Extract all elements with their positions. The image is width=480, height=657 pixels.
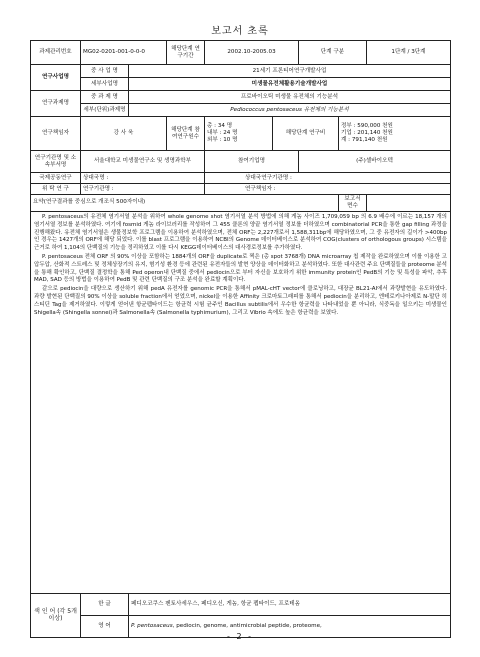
staff-label: 해당단계 참여연구원수	[167, 117, 205, 151]
budget-gov: 정부 : 590,000 천원	[341, 123, 393, 130]
subject-detail-value: Pediococcus pentosaceus 유전체의 기능분석	[129, 104, 451, 117]
org-label: 연구기관명 및 소속부서명	[31, 151, 81, 173]
intl-partner-org-label: 상대국연구기관명 :	[205, 173, 451, 184]
researcher-name: 강 사 욱	[81, 117, 167, 151]
staff-total: 총 : 34 명	[207, 123, 233, 130]
summary-paragraph-3: 같으로 pediocin을 대량으로 생산하기 위해 pedA 유전자를 genomic PCR을 통해서 pMAL-cHT vector에 클로닝하고, 대장균 BL21-AI에서 과량발현을 유도하였다. 과량 발현된 단백질의 90% 이상을 soluble fraction에서 얻었으며, nickel을 이용한 Affinity 크로마토그래피를 통해서 pediocin을 분리하고, 엔테로키나아제로 N-말단 히스티딘 Tag을 제거하였다. 이렇게 얻어낸 항균펩타이드는 항균력 시험 균주인 Bacillus subtilis에서 우수한 항균력을 나타내었을 뿐 아니라, 식중독을 일으키는 미생물인 Shigella속 (Shingella sonnei)과 Salmonella속 (Salmonella typhimurium), 그리고 Vibrio 속에도 높은 항균력을 보였다.	[34, 286, 447, 316]
org-value: 서울대학교 미생물연구소 및 생명과학부	[81, 151, 205, 173]
keywords-en-rest: , pediocin, genome, antimicrobial peptide, proteome,	[172, 622, 322, 629]
staff-counts	[205, 117, 273, 151]
subject-detail-label: 세부(단위)과제명	[81, 104, 129, 117]
period: 2002.10-2005.03	[205, 41, 299, 65]
keywords-en-species: P. pentosaceus	[131, 622, 173, 629]
pages-value	[367, 195, 451, 212]
intl-partner-label: 상대국명 :	[81, 173, 205, 184]
budget-total: 계 : 791,140 천원	[341, 136, 388, 143]
subject-mid-value: 프로바이오틱 미생물 유전체의 기능분석	[129, 91, 451, 104]
staff-external: 외부 : 10 명	[207, 136, 238, 143]
project-detail-value: 미생물유전체활용기술개발사업	[129, 78, 451, 91]
outsource-label: 위 탁 연 구	[31, 184, 81, 195]
project-detail-label: 세부사업명	[81, 78, 129, 91]
summary-body	[31, 211, 451, 593]
summary-paragraph-2: P. pentosaceus 전체 ORF 의 90% 이상을 포함하는 1884개의 ORF을 duplicate로 찍은 (총 spot 3768개) DNA microarray 칩 제작을 완료하였으며 이를 이용한 고압두압, 산화적 스트레스 및 정체상장기의 유지, 혐기성 환경 등에 관련된 유전자들의 발현 양상을 데이터화하고 분석하였다. 또한 대사관련 주요 단백질들을 proteome 분석을 통해 확인하고, 단백질 결정학을 통해 Ped operon내 단백질 중에서 pediocin으로 부터 자신을 보호하기 위한 immunity protein인 PedB의 기능 및 특성을 파악, 추후 MAD, SAD 등의 방법을 이용하여 PedB 및 관련 단백질의 구조 분석을 완료할 계획이다.	[34, 253, 447, 284]
stage: 1단계 / 3단계	[367, 41, 451, 65]
partner-value: (주)셀바이오텍	[299, 151, 451, 173]
keywords-en-label: 영 어	[81, 615, 129, 637]
partner-label: 참여기업명	[205, 151, 299, 173]
project-mid-label: 중 사 업 명	[81, 65, 129, 78]
keywords-label: 색 인 어 (각 5개 이상)	[31, 593, 81, 637]
stage-label: 단계 구분	[299, 41, 367, 65]
researcher-label: 연구책임자	[31, 117, 81, 151]
outsource-org-label: 연구기관명 :	[81, 184, 205, 195]
page-number: - 2 -	[227, 632, 253, 641]
project-label: 연구사업명	[31, 65, 81, 91]
keywords-ko: 페디오코쿠스 펜토사세우스, 페디오신, 게놈, 항균 펩타이드, 프로테옴	[129, 593, 451, 615]
pages-label: 보고서 면수	[339, 195, 367, 212]
staff-internal: 내부 : 24 명	[207, 130, 238, 136]
task-no: MG02-0201-001-0-0-0	[81, 41, 167, 65]
keywords-ko-label: 한 글	[81, 593, 129, 615]
subject-label: 연구과제명	[31, 91, 81, 117]
intl-label: 국제공동연구	[31, 173, 81, 184]
project-mid-value: 21세기 프론티어연구개발사업	[129, 65, 451, 78]
summary-label: 요약(연구결과를 중심으로 개조식 500자이내)	[31, 195, 339, 212]
report-abstract-form	[30, 40, 450, 638]
period-label: 해당단계 연구기간	[167, 41, 205, 65]
task-no-label: 과제관리번호	[31, 41, 81, 65]
summary-paragraph-1: P. pentosaceus의 유전체 염기서열 분석을 위하여 whole genome shot 염기서열 분석 방법에 의해 게놈 사이즈 1,709,059 bp 의 6.9 배수에 이르는 18,157 개의 염기서열 정보를 분석하였다. 여기에 fosmid 게놈 라이브러리를 작성하여 그 455 클론의 양끝 염기서열 정보를 더하였으며 combinatorial PCR을 통한 gap filling 과정을 진행해왔다. 유전체 염기서열은 생물정보학 프로그램을 이용하여 분석하였으며, 전체 ORF는 2,227개로서 1,588,311bp에 해당하였으며, 그 중 유전자의 길이가 >400bp 인 경우는 1427개의 ORF에 해당 되었다. 이를 blast 프로그램을 이용하여 NCBI의 Genome 데이터베이스로 분석하여 COG(clusters of orthologous groups) 시스템을 근거로 하여 1,104의 단백질의 기능을 정리하였고 이를 다시 KEGG데이터베이스의 대사경로정보를 추가하였다.	[34, 213, 447, 252]
budget-company: 기업 : 201,140 천원	[341, 130, 393, 136]
report-title: 보고서 초록	[211, 26, 269, 37]
budget-label: 해당단계 연구비	[273, 117, 339, 151]
budget-values	[339, 117, 451, 151]
outsource-lead-label: 연구책임자 :	[205, 184, 451, 195]
subject-mid-label: 중 과 제 명	[81, 91, 129, 104]
